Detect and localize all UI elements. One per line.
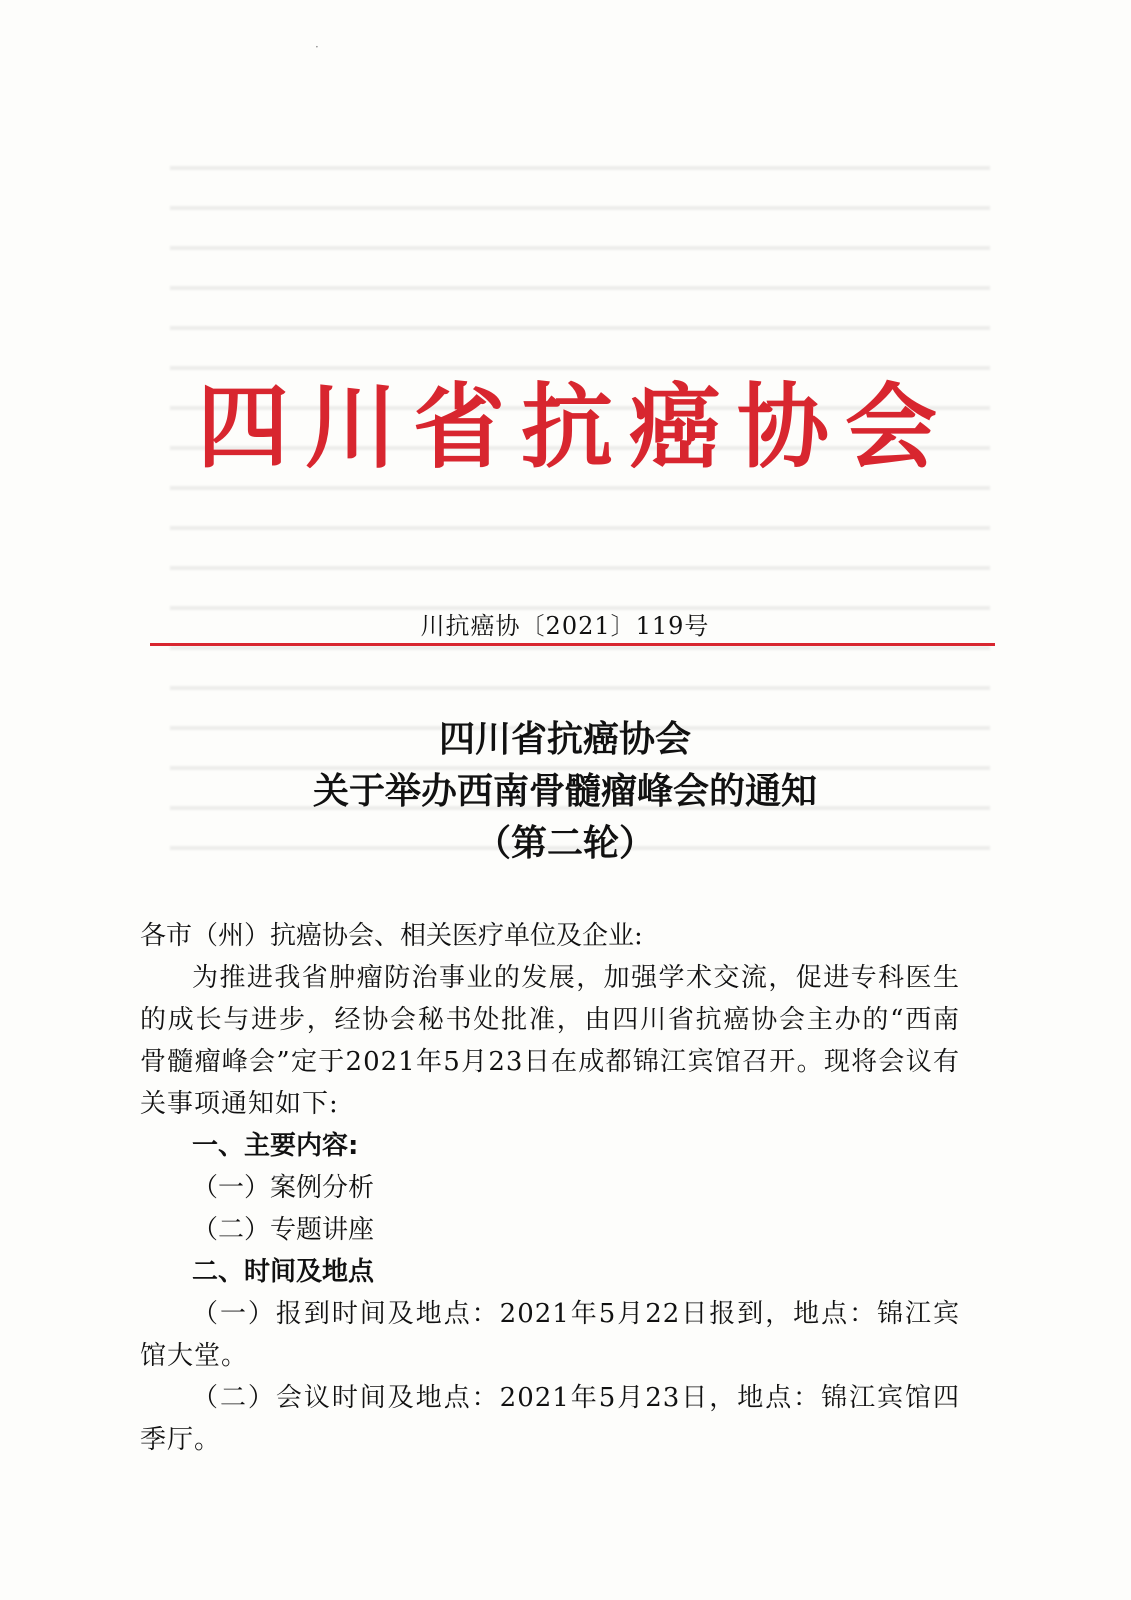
list-item: （一）案例分析 [192, 1173, 375, 1203]
title-line-1: 四川省抗癌协会 [438, 718, 691, 760]
document-number: 川抗癌协〔2021〕119号 [420, 612, 710, 640]
title-line-3: （第二轮） [474, 822, 655, 864]
notice-body [140, 915, 960, 1461]
salutation: 各市（州）抗癌协会、相关医疗单位及企业: [140, 921, 643, 951]
title-line-2: 关于举办西南骨髓瘤峰会的通知 [312, 770, 817, 812]
red-divider-line [150, 643, 995, 646]
section-heading-main-content: 一、主要内容: [192, 1131, 359, 1161]
list-item: （一）报到时间及地点：2021年5月22日报到，地点：锦江宾馆大堂。 [140, 1299, 960, 1371]
intro-paragraph: 为推进我省肿瘤防治事业的发展，加强学术交流，促进专科医生的成长与进步，经协会秘书处批准，由四川省抗癌协会主办的“西南骨髓瘤峰会”定于2021年5月23日在成都锦江宾馆召开。现将会议有关事项通知如下: [140, 963, 960, 1119]
notice-title [150, 713, 980, 869]
red-header-organization: 四川省抗癌协会 [196, 373, 953, 481]
scan-speck: · [315, 40, 319, 54]
section-heading-time-place: 二、时间及地点 [192, 1257, 375, 1287]
list-item: （二）专题讲座 [192, 1215, 375, 1245]
list-item: （二）会议时间及地点：2021年5月23日，地点：锦江宾馆四季厅。 [140, 1383, 960, 1455]
